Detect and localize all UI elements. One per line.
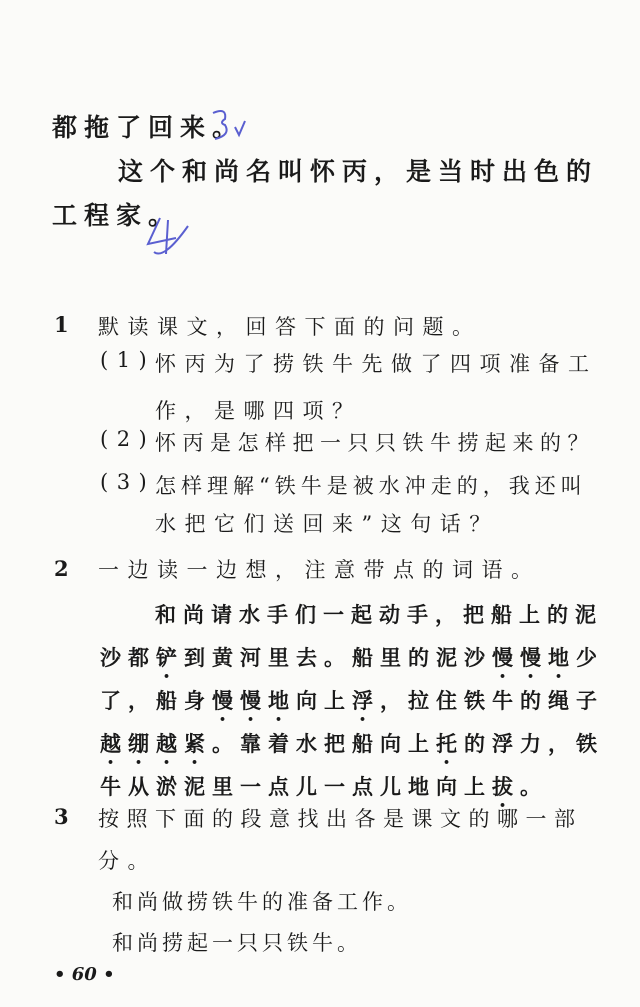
emphasized-word: 托: [436, 731, 464, 756]
question-title: 默读课文，回答下面的问题。: [98, 315, 482, 339]
passage-text: 牛从淤泥里一点儿一点儿地向上: [100, 774, 492, 799]
item-number: (2): [100, 427, 156, 451]
passage-line: [100, 728, 604, 769]
passage-text: 向上: [296, 688, 352, 713]
passage-line: [100, 685, 604, 726]
text-line: 这个和尚名叫怀丙，是当时出色的: [118, 157, 599, 186]
question-number: 1: [54, 312, 69, 337]
page-number: • 60 •: [54, 964, 115, 985]
question-number: 3: [54, 804, 69, 829]
text-line: 工程家。: [52, 201, 181, 230]
question-number: 2: [54, 556, 69, 581]
question-title: 按照下面的段意找出各是课文的哪一部: [98, 807, 583, 831]
item-text: 怀丙是怎样把一只只铁牛捞起来的？: [155, 431, 595, 455]
passage-text: 了，船身: [100, 688, 212, 713]
item-number: (3): [100, 470, 156, 494]
passage-text: 沙都: [100, 645, 156, 670]
question-title: 分。: [98, 849, 157, 873]
item-text: 和尚捞起一只只铁牛。: [112, 931, 362, 955]
emphasized-word: 慢慢地: [212, 688, 296, 713]
passage-text: ，拉住铁牛的绳子: [380, 688, 604, 713]
text-line: 都拖了回来。: [52, 113, 245, 142]
handwritten-mark-3: [205, 105, 255, 145]
passage-text: 的浮力，铁: [464, 731, 604, 756]
item-text: 水把它们送回来”这句话？: [155, 512, 499, 536]
item-text: 怎样理解“铁牛是被水冲走的，我还叫: [155, 474, 587, 498]
passage-text: 少: [576, 645, 604, 670]
passage-line: [100, 642, 604, 683]
emphasized-word: 慢慢地: [492, 645, 576, 670]
passage-text: 到黄河里去。船里的泥沙: [184, 645, 492, 670]
passage-text: 。靠着水把船向上: [212, 731, 436, 756]
passage-text: 和尚请水手们一起动手，把船上的泥: [155, 602, 603, 627]
emphasized-word: 越绷越紧: [100, 731, 212, 756]
emphasized-word: 浮: [352, 688, 380, 713]
emphasized-word: 拔: [492, 774, 520, 799]
question-title: 一边读一边想，注意带点的词语。: [98, 558, 541, 582]
item-number: (1): [100, 348, 156, 372]
item-text: 作，是哪四项？: [155, 399, 362, 423]
item-text: 怀丙为了捞铁牛先做了四项准备工: [155, 352, 598, 376]
passage-line: [155, 599, 603, 629]
item-text: 和尚做捞铁牛的准备工作。: [112, 890, 412, 914]
handwritten-mark-4: [140, 208, 200, 263]
passage-text: 。: [520, 774, 548, 799]
emphasized-word: 铲: [156, 645, 184, 670]
